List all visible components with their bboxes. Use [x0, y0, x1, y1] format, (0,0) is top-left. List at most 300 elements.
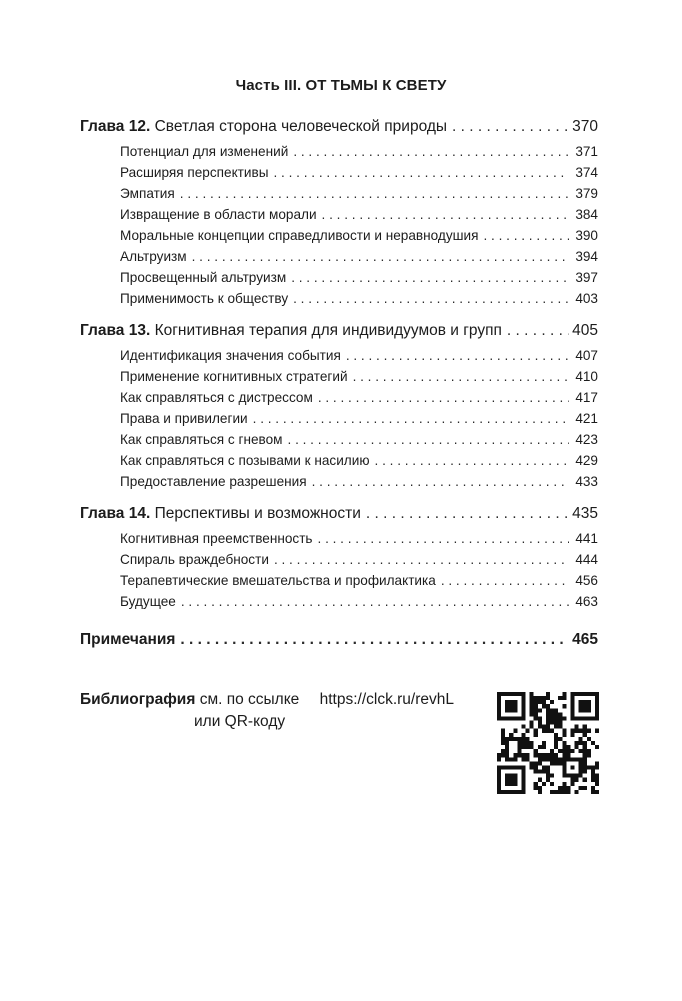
- toc-section[interactable]: [80, 570, 598, 591]
- section-page: 394: [575, 249, 598, 264]
- qr-module: [583, 753, 587, 757]
- toc-section[interactable]: [80, 591, 598, 612]
- toc-section[interactable]: [80, 288, 598, 309]
- section-title: Моральные концепции справедливости и неравнодушия: [120, 228, 479, 243]
- qr-module: [513, 704, 517, 708]
- qr-module: [509, 737, 513, 741]
- qr-module: [562, 774, 566, 778]
- qr-module: [521, 733, 525, 737]
- qr-module: [530, 765, 534, 769]
- qr-module: [526, 729, 530, 733]
- qr-module: [509, 778, 513, 782]
- qr-module: [509, 790, 513, 794]
- dot-leader: [274, 162, 570, 183]
- qr-code-icon[interactable]: [497, 692, 599, 794]
- dot-leader: [192, 246, 569, 267]
- qr-module: [550, 712, 554, 716]
- qr-module: [546, 774, 550, 778]
- qr-module: [575, 729, 579, 733]
- qr-module: [530, 741, 534, 745]
- qr-module: [579, 761, 583, 765]
- qr-module: [583, 733, 587, 737]
- qr-module: [562, 716, 566, 720]
- qr-module: [546, 696, 550, 700]
- qr-module: [501, 733, 505, 737]
- dot-leader: [318, 528, 569, 549]
- qr-module: [509, 733, 513, 737]
- qr-module: [554, 790, 558, 794]
- qr-module: [554, 757, 558, 761]
- qr-module: [550, 757, 554, 761]
- qr-module: [517, 753, 521, 757]
- qr-module: [521, 716, 525, 720]
- qr-module: [583, 741, 587, 745]
- qr-module: [497, 770, 501, 774]
- qr-module: [497, 757, 501, 761]
- qr-module: [521, 778, 525, 782]
- qr-module: [575, 757, 579, 761]
- section-page: 417: [575, 390, 598, 405]
- qr-module: [534, 696, 538, 700]
- qr-module: [521, 741, 525, 745]
- toc-section[interactable]: [80, 162, 598, 183]
- qr-module: [546, 770, 550, 774]
- qr-module: [542, 745, 546, 749]
- dot-leader: [293, 288, 569, 309]
- toc-notes[interactable]: [80, 629, 598, 651]
- qr-module: [546, 708, 550, 712]
- qr-module: [505, 774, 509, 778]
- qr-module: [513, 708, 517, 712]
- qr-module: [591, 774, 595, 778]
- qr-module: [497, 716, 501, 720]
- qr-module: [517, 737, 521, 741]
- qr-module: [570, 782, 574, 786]
- section-title: Когнитивная преемственность: [120, 531, 313, 546]
- toc-chapter-13[interactable]: [80, 320, 598, 342]
- qr-module: [538, 790, 542, 794]
- qr-module: [550, 761, 554, 765]
- toc-section[interactable]: [80, 408, 598, 429]
- chapter-page: 405: [572, 322, 598, 339]
- qr-module: [517, 716, 521, 720]
- qr-module: [546, 721, 550, 725]
- qr-module: [579, 770, 583, 774]
- qr-module: [517, 765, 521, 769]
- qr-module: [546, 753, 550, 757]
- dot-leader: [180, 183, 569, 204]
- qr-module: [595, 761, 599, 765]
- section-title: Применение когнитивных стратегий: [120, 369, 348, 384]
- qr-module: [550, 716, 554, 720]
- dot-leader: [452, 116, 569, 138]
- dot-leader: [483, 225, 569, 246]
- qr-module: [521, 790, 525, 794]
- qr-module: [521, 786, 525, 790]
- qr-module: [591, 778, 595, 782]
- qr-module: [534, 729, 538, 733]
- section-title: Извращение в области морали: [120, 207, 317, 222]
- toc-section[interactable]: [80, 183, 598, 204]
- qr-module: [530, 761, 534, 765]
- qr-module: [595, 765, 599, 769]
- qr-module: [558, 721, 562, 725]
- qr-module: [497, 704, 501, 708]
- qr-module: [558, 761, 562, 765]
- qr-module: [550, 790, 554, 794]
- qr-module: [591, 786, 595, 790]
- qr-module: [570, 696, 574, 700]
- qr-module: [521, 708, 525, 712]
- toc-section[interactable]: [80, 267, 598, 288]
- section-page: 444: [575, 552, 598, 567]
- section-title: Права и привилегии: [120, 411, 248, 426]
- qr-module: [505, 708, 509, 712]
- qr-module: [542, 729, 546, 733]
- qr-module: [583, 770, 587, 774]
- qr-module: [542, 765, 546, 769]
- qr-module: [538, 700, 542, 704]
- qr-module: [554, 712, 558, 716]
- section-page: 403: [575, 291, 598, 306]
- qr-module: [505, 737, 509, 741]
- section-title: Спираль враждебности: [120, 552, 269, 567]
- qr-module: [501, 790, 505, 794]
- qr-module: [550, 753, 554, 757]
- qr-module: [562, 733, 566, 737]
- qr-module: [497, 696, 501, 700]
- qr-module: [505, 765, 509, 769]
- qr-module: [513, 700, 517, 704]
- qr-module: [538, 721, 542, 725]
- toc-section[interactable]: [80, 387, 598, 408]
- qr-module: [595, 716, 599, 720]
- qr-module: [505, 741, 509, 745]
- toc-section[interactable]: [80, 225, 598, 246]
- qr-module: [562, 692, 566, 696]
- section-page: 379: [575, 186, 598, 201]
- chapter-label: Глава 13.: [80, 322, 151, 339]
- section-title: Как справляться с гневом: [120, 432, 283, 447]
- qr-module: [579, 741, 583, 745]
- qr-module: [521, 782, 525, 786]
- qr-module: [554, 737, 558, 741]
- qr-module: [595, 782, 599, 786]
- qr-module: [538, 716, 542, 720]
- qr-module: [583, 745, 587, 749]
- qr-module: [521, 757, 525, 761]
- qr-module: [587, 704, 591, 708]
- qr-module: [517, 741, 521, 745]
- qr-module: [591, 716, 595, 720]
- qr-module: [505, 745, 509, 749]
- qr-module: [513, 729, 517, 733]
- section-title: Как справляться с дистрессом: [120, 390, 313, 405]
- qr-module: [554, 708, 558, 712]
- qr-module: [583, 708, 587, 712]
- toc-section[interactable]: [80, 450, 598, 471]
- qr-module: [587, 700, 591, 704]
- section-page: 429: [575, 453, 598, 468]
- qr-module: [505, 778, 509, 782]
- section-page: 384: [575, 207, 598, 222]
- qr-module: [583, 725, 587, 729]
- qr-module: [546, 757, 550, 761]
- chapter-title: Когнитивная терапия для индивидуумов и групп: [154, 322, 502, 339]
- section-page: 441: [575, 531, 598, 546]
- qr-module: [501, 765, 505, 769]
- qr-module: [575, 774, 579, 778]
- qr-module: [566, 790, 570, 794]
- qr-module: [562, 761, 566, 765]
- dot-leader: [291, 267, 569, 288]
- qr-module: [595, 696, 599, 700]
- part-title: Часть III. ОТ ТЬМЫ К СВЕТУ: [235, 77, 447, 94]
- qr-module: [513, 778, 517, 782]
- qr-module: [509, 782, 513, 786]
- qr-module: [595, 692, 599, 696]
- dot-leader: [288, 429, 569, 450]
- dot-leader: [346, 345, 569, 366]
- qr-module: [501, 729, 505, 733]
- qr-module: [570, 708, 574, 712]
- section-page: 463: [575, 594, 598, 609]
- qr-module: [566, 749, 570, 753]
- qr-module: [566, 753, 570, 757]
- qr-module: [497, 774, 501, 778]
- qr-module: [562, 745, 566, 749]
- qr-module: [513, 757, 517, 761]
- qr-module: [570, 774, 574, 778]
- qr-module: [517, 692, 521, 696]
- qr-module: [521, 770, 525, 774]
- toc-section[interactable]: [80, 366, 598, 387]
- qr-module: [570, 692, 574, 696]
- qr-module: [566, 786, 570, 790]
- qr-module: [546, 778, 550, 782]
- qr-module: [526, 737, 530, 741]
- qr-module: [575, 725, 579, 729]
- qr-module: [579, 774, 583, 778]
- qr-module: [534, 761, 538, 765]
- qr-module: [583, 704, 587, 708]
- qr-module: [562, 757, 566, 761]
- qr-module: [521, 753, 525, 757]
- toc-section[interactable]: [80, 471, 598, 492]
- bibliography: [80, 689, 454, 733]
- qr-module: [546, 712, 550, 716]
- qr-module: [542, 700, 546, 704]
- qr-module: [497, 700, 501, 704]
- qr-module: [550, 782, 554, 786]
- dot-leader: [274, 549, 569, 570]
- toc-section[interactable]: [80, 345, 598, 366]
- qr-module: [521, 704, 525, 708]
- qr-module: [517, 749, 521, 753]
- qr-module: [579, 729, 583, 733]
- toc-section[interactable]: [80, 204, 598, 225]
- qr-module: [530, 704, 534, 708]
- qr-module: [513, 774, 517, 778]
- qr-module: [546, 716, 550, 720]
- qr-module: [546, 729, 550, 733]
- qr-module: [566, 774, 570, 778]
- qr-module: [558, 757, 562, 761]
- toc-section[interactable]: [80, 141, 598, 162]
- qr-module: [517, 745, 521, 749]
- qr-module: [497, 712, 501, 716]
- qr-module: [505, 704, 509, 708]
- qr-module: [583, 716, 587, 720]
- qr-module: [509, 692, 513, 696]
- section-page: 421: [575, 411, 598, 426]
- qr-module: [583, 778, 587, 782]
- section-title: Будущее: [120, 594, 176, 609]
- qr-module: [501, 692, 505, 696]
- bibliography-link[interactable]: https://clck.ru/revhL: [319, 691, 455, 708]
- qr-module: [579, 757, 583, 761]
- qr-module: [546, 725, 550, 729]
- qr-module: [550, 749, 554, 753]
- qr-module: [538, 786, 542, 790]
- qr-module: [513, 753, 517, 757]
- qr-module: [583, 757, 587, 761]
- toc-section[interactable]: [80, 528, 598, 549]
- qr-module: [562, 704, 566, 708]
- qr-module: [595, 778, 599, 782]
- qr-module: [570, 716, 574, 720]
- qr-module: [591, 770, 595, 774]
- qr-module: [562, 729, 566, 733]
- qr-module: [505, 790, 509, 794]
- dot-leader: [318, 387, 569, 408]
- section-page: 407: [575, 348, 598, 363]
- dot-leader: [253, 408, 569, 429]
- qr-module: [521, 725, 525, 729]
- toc-section[interactable]: [80, 549, 598, 570]
- qr-module: [570, 778, 574, 782]
- dot-leader: [507, 320, 569, 342]
- qr-module: [595, 704, 599, 708]
- qr-module: [542, 753, 546, 757]
- section-page: 374: [575, 165, 598, 180]
- qr-module: [538, 761, 542, 765]
- qr-module: [501, 716, 505, 720]
- dot-leader: [293, 141, 569, 162]
- qr-module: [558, 790, 562, 794]
- qr-module: [550, 729, 554, 733]
- qr-module: [583, 786, 587, 790]
- qr-module: [554, 741, 558, 745]
- qr-module: [534, 704, 538, 708]
- qr-module: [501, 737, 505, 741]
- qr-module: [538, 696, 542, 700]
- qr-module: [575, 790, 579, 794]
- qr-module: [554, 721, 558, 725]
- toc-chapter-12[interactable]: [80, 116, 598, 138]
- qr-module: [550, 708, 554, 712]
- chapter-label: Глава 12.: [80, 118, 151, 135]
- qr-module: [595, 700, 599, 704]
- qr-module: [554, 753, 558, 757]
- toc-section[interactable]: [80, 429, 598, 450]
- dot-leader: [180, 629, 569, 651]
- qr-module: [513, 737, 517, 741]
- qr-module: [566, 757, 570, 761]
- section-page: 371: [575, 144, 598, 159]
- qr-module: [558, 716, 562, 720]
- qr-module: [579, 692, 583, 696]
- section-title: Альтруизм: [120, 249, 187, 264]
- qr-module: [497, 708, 501, 712]
- qr-module: [562, 741, 566, 745]
- qr-module: [587, 729, 591, 733]
- qr-module: [534, 753, 538, 757]
- qr-module: [513, 790, 517, 794]
- qr-module: [509, 765, 513, 769]
- section-title: Терапевтические вмешательства и профилактика: [120, 573, 436, 588]
- toc-chapter-14[interactable]: [80, 503, 598, 525]
- qr-module: [583, 761, 587, 765]
- qr-module: [513, 765, 517, 769]
- qr-module: [587, 753, 591, 757]
- qr-module: [513, 782, 517, 786]
- qr-module: [530, 696, 534, 700]
- section-title: Расширяя перспективы: [120, 165, 269, 180]
- qr-module: [509, 774, 513, 778]
- qr-module: [534, 733, 538, 737]
- qr-module: [538, 778, 542, 782]
- qr-module: [509, 708, 513, 712]
- section-page: 397: [575, 270, 598, 285]
- qr-module: [595, 774, 599, 778]
- qr-module: [583, 692, 587, 696]
- qr-module: [530, 692, 534, 696]
- qr-module: [538, 745, 542, 749]
- qr-module: [591, 692, 595, 696]
- qr-module: [534, 770, 538, 774]
- qr-module: [570, 704, 574, 708]
- qr-module: [513, 692, 517, 696]
- qr-module: [505, 753, 509, 757]
- qr-module: [546, 692, 550, 696]
- qr-module: [546, 765, 550, 769]
- qr-module: [534, 708, 538, 712]
- qr-module: [546, 704, 550, 708]
- dot-leader: [353, 366, 569, 387]
- qr-module: [562, 786, 566, 790]
- qr-module: [595, 712, 599, 716]
- qr-module: [509, 716, 513, 720]
- qr-module: [521, 737, 525, 741]
- qr-module: [583, 729, 587, 733]
- toc-section[interactable]: [80, 246, 598, 267]
- qr-module: [526, 745, 530, 749]
- section-page: 410: [575, 369, 598, 384]
- qr-module: [550, 774, 554, 778]
- qr-module: [570, 729, 574, 733]
- section-title: Применимость к обществу: [120, 291, 289, 306]
- qr-module: [587, 749, 591, 753]
- qr-module: [542, 782, 546, 786]
- qr-module: [530, 708, 534, 712]
- section-page: 423: [575, 432, 598, 447]
- qr-module: [505, 700, 509, 704]
- qr-module: [534, 716, 538, 720]
- qr-module: [562, 753, 566, 757]
- section-title: Идентификация значения события: [120, 348, 341, 363]
- qr-module: [558, 737, 562, 741]
